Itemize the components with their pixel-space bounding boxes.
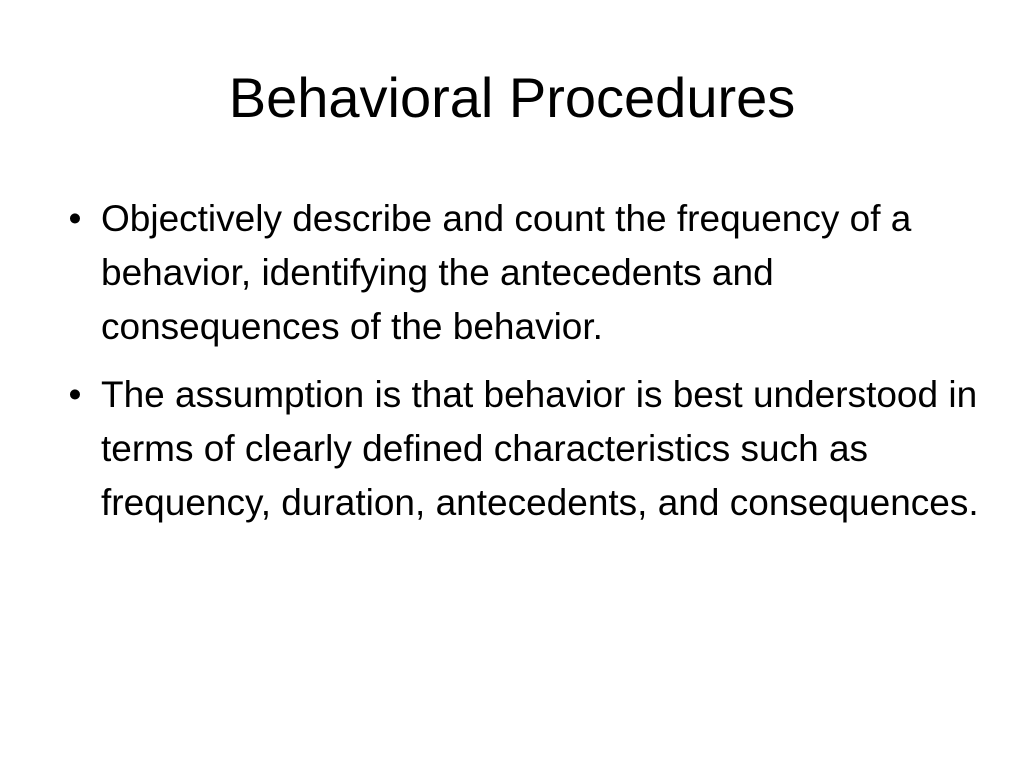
bullet-list xyxy=(60,192,990,544)
slide-title: Behavioral Procedures xyxy=(228,66,796,129)
bullet-item xyxy=(60,192,990,354)
bullet-dot-icon: • xyxy=(68,198,82,239)
bullet-text: The assumption is that behavior is best understood in terms of clearly defined characteristics such as frequency, duration, antecedents, and consequences. xyxy=(101,374,979,523)
bullet-text: Objectively describe and count the frequency of a behavior, identifying the antecedents and consequences of the behavior. xyxy=(101,198,912,347)
bullet-item xyxy=(60,368,990,530)
bullet-dot-icon: • xyxy=(68,374,82,415)
